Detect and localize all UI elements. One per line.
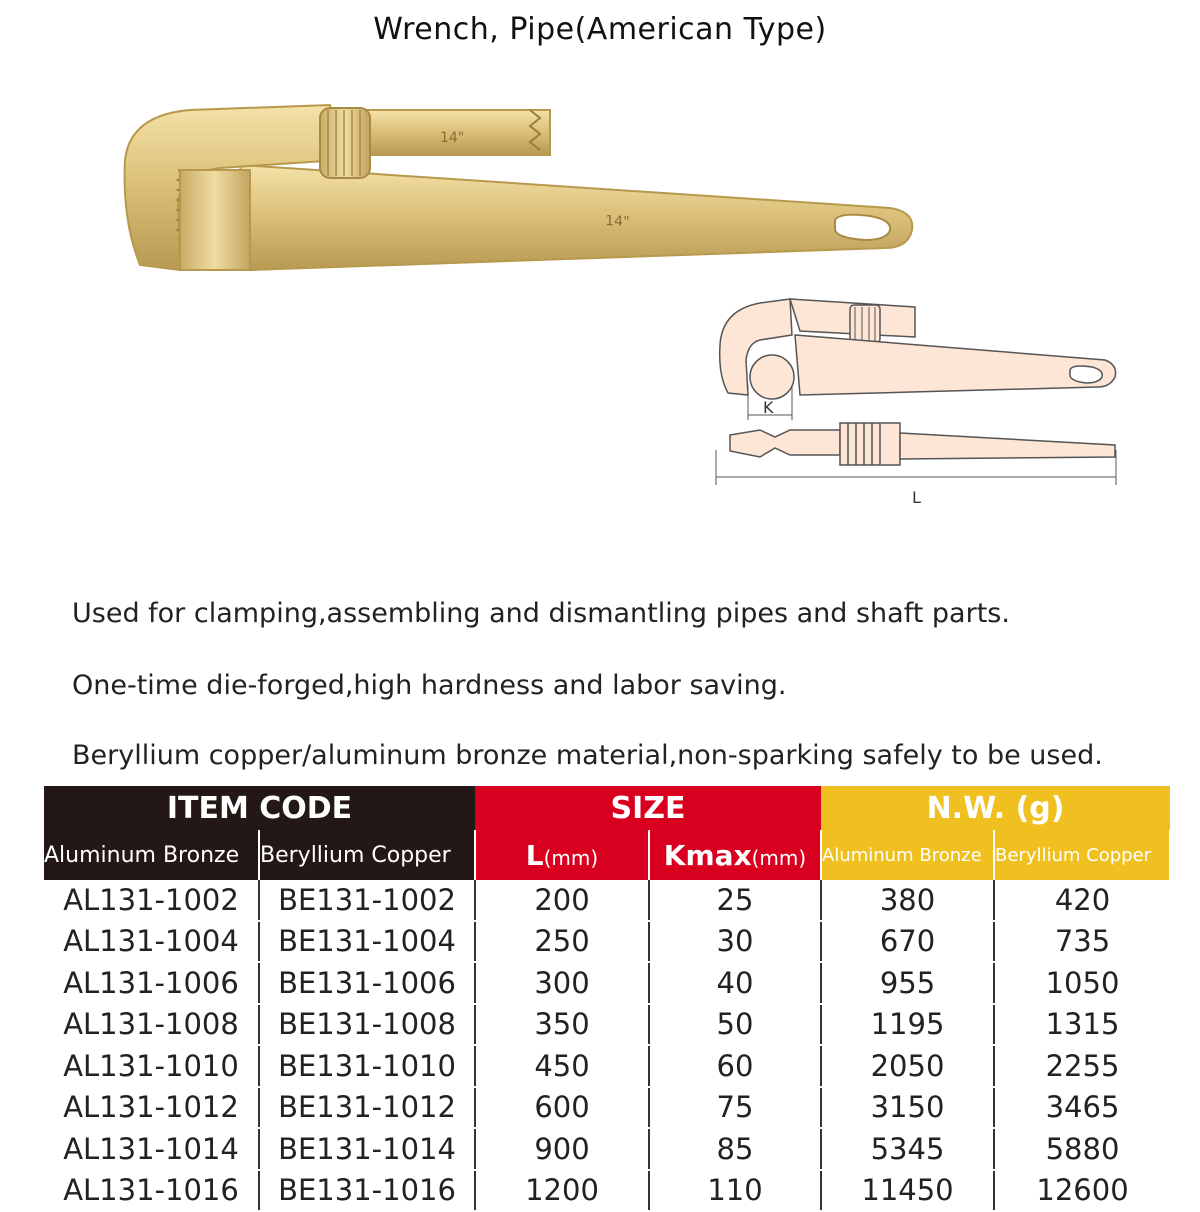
be-weight-cell: 3465	[994, 1087, 1170, 1129]
be-code-cell: BE131-1006	[259, 962, 475, 1004]
be-code-cell: BE131-1014	[259, 1128, 475, 1170]
length-cell: 1200	[475, 1170, 649, 1212]
be-code-cell: BE131-1002	[259, 880, 475, 921]
be-weight-header: Beryllium Copper	[994, 830, 1170, 880]
length-cell: 200	[475, 880, 649, 921]
group-header-row	[44, 786, 1170, 830]
al-code-cell: AL131-1006	[44, 962, 259, 1004]
be-weight-cell: 420	[994, 880, 1170, 921]
kmax-label: Kmax	[663, 838, 752, 872]
kmax-cell: 85	[649, 1128, 821, 1170]
kmax-cell: 110	[649, 1170, 821, 1212]
be-code-header: Beryllium Copper	[259, 830, 475, 880]
length-cell: 900	[475, 1128, 649, 1170]
al-code-cell: AL131-1012	[44, 1087, 259, 1129]
table-row	[44, 1170, 1170, 1212]
table-row	[44, 962, 1170, 1004]
jaw-size-mark: 14"	[440, 130, 465, 146]
al-weight-cell: 11450	[821, 1170, 994, 1212]
table-row	[44, 1087, 1170, 1129]
be-weight-cell: 5880	[994, 1128, 1170, 1170]
be-code-cell: BE131-1016	[259, 1170, 475, 1212]
item-code-header: ITEM CODE	[44, 786, 475, 830]
kmax-cell: 50	[649, 1004, 821, 1046]
description-line-3: Beryllium copper/aluminum bronze material,non-sparking safely to be used.	[72, 740, 1103, 771]
kmax-cell: 30	[649, 921, 821, 963]
al-weight-cell: 1195	[821, 1004, 994, 1046]
al-weight-cell: 955	[821, 962, 994, 1004]
dimension-drawing	[700, 285, 1130, 515]
kmax-header	[649, 830, 821, 880]
page-title: Wrench, Pipe(American Type)	[373, 12, 827, 47]
al-code-cell: AL131-1004	[44, 921, 259, 963]
nw-header: N.W. (g)	[821, 786, 1170, 830]
table-row	[44, 1128, 1170, 1170]
be-weight-cell: 12600	[994, 1170, 1170, 1212]
kmax-cell: 25	[649, 880, 821, 921]
handle-size-mark: 14"	[604, 213, 630, 231]
al-code-cell: AL131-1014	[44, 1128, 259, 1170]
length-cell: 450	[475, 1045, 649, 1087]
length-cell: 600	[475, 1087, 649, 1129]
table-row	[44, 880, 1170, 921]
be-weight-cell: 735	[994, 921, 1170, 963]
al-weight-cell: 5345	[821, 1128, 994, 1170]
al-weight-cell: 2050	[821, 1045, 994, 1087]
al-code-cell: AL131-1010	[44, 1045, 259, 1087]
length-cell: 300	[475, 962, 649, 1004]
al-weight-cell: 380	[821, 880, 994, 921]
al-weight-header: Aluminum Bronze	[821, 830, 994, 880]
table-row	[44, 1004, 1170, 1046]
be-weight-cell: 1050	[994, 962, 1170, 1004]
kmax-unit: (mm)	[751, 845, 807, 870]
be-weight-cell: 2255	[994, 1045, 1170, 1087]
be-code-cell: BE131-1008	[259, 1004, 475, 1046]
l-label: L	[912, 488, 921, 507]
al-code-cell: AL131-1008	[44, 1004, 259, 1046]
length-header	[475, 830, 649, 880]
k-label: K	[763, 398, 774, 417]
size-header: SIZE	[475, 786, 821, 830]
pipe-wrench-photo	[100, 80, 950, 300]
kmax-cell: 60	[649, 1045, 821, 1087]
length-unit: (mm)	[543, 845, 599, 870]
kmax-cell: 40	[649, 962, 821, 1004]
al-weight-cell: 670	[821, 921, 994, 963]
column-header-row	[44, 830, 1170, 880]
spec-table	[44, 786, 1171, 1212]
table-row	[44, 1045, 1170, 1087]
al-weight-cell: 3150	[821, 1087, 994, 1129]
description-line-1: Used for clamping,assembling and dismantling pipes and shaft parts.	[72, 598, 1010, 629]
be-code-cell: BE131-1012	[259, 1087, 475, 1129]
table-row	[44, 921, 1170, 963]
al-code-cell: AL131-1002	[44, 880, 259, 921]
al-code-cell: AL131-1016	[44, 1170, 259, 1212]
al-code-header: Aluminum Bronze	[44, 830, 259, 880]
length-cell: 250	[475, 921, 649, 963]
length-cell: 350	[475, 1004, 649, 1046]
be-code-cell: BE131-1004	[259, 921, 475, 963]
length-label: L	[525, 838, 544, 872]
kmax-cell: 75	[649, 1087, 821, 1129]
description-line-2: One-time die-forged,high hardness and labor saving.	[72, 670, 787, 701]
be-weight-cell: 1315	[994, 1004, 1170, 1046]
be-code-cell: BE131-1010	[259, 1045, 475, 1087]
